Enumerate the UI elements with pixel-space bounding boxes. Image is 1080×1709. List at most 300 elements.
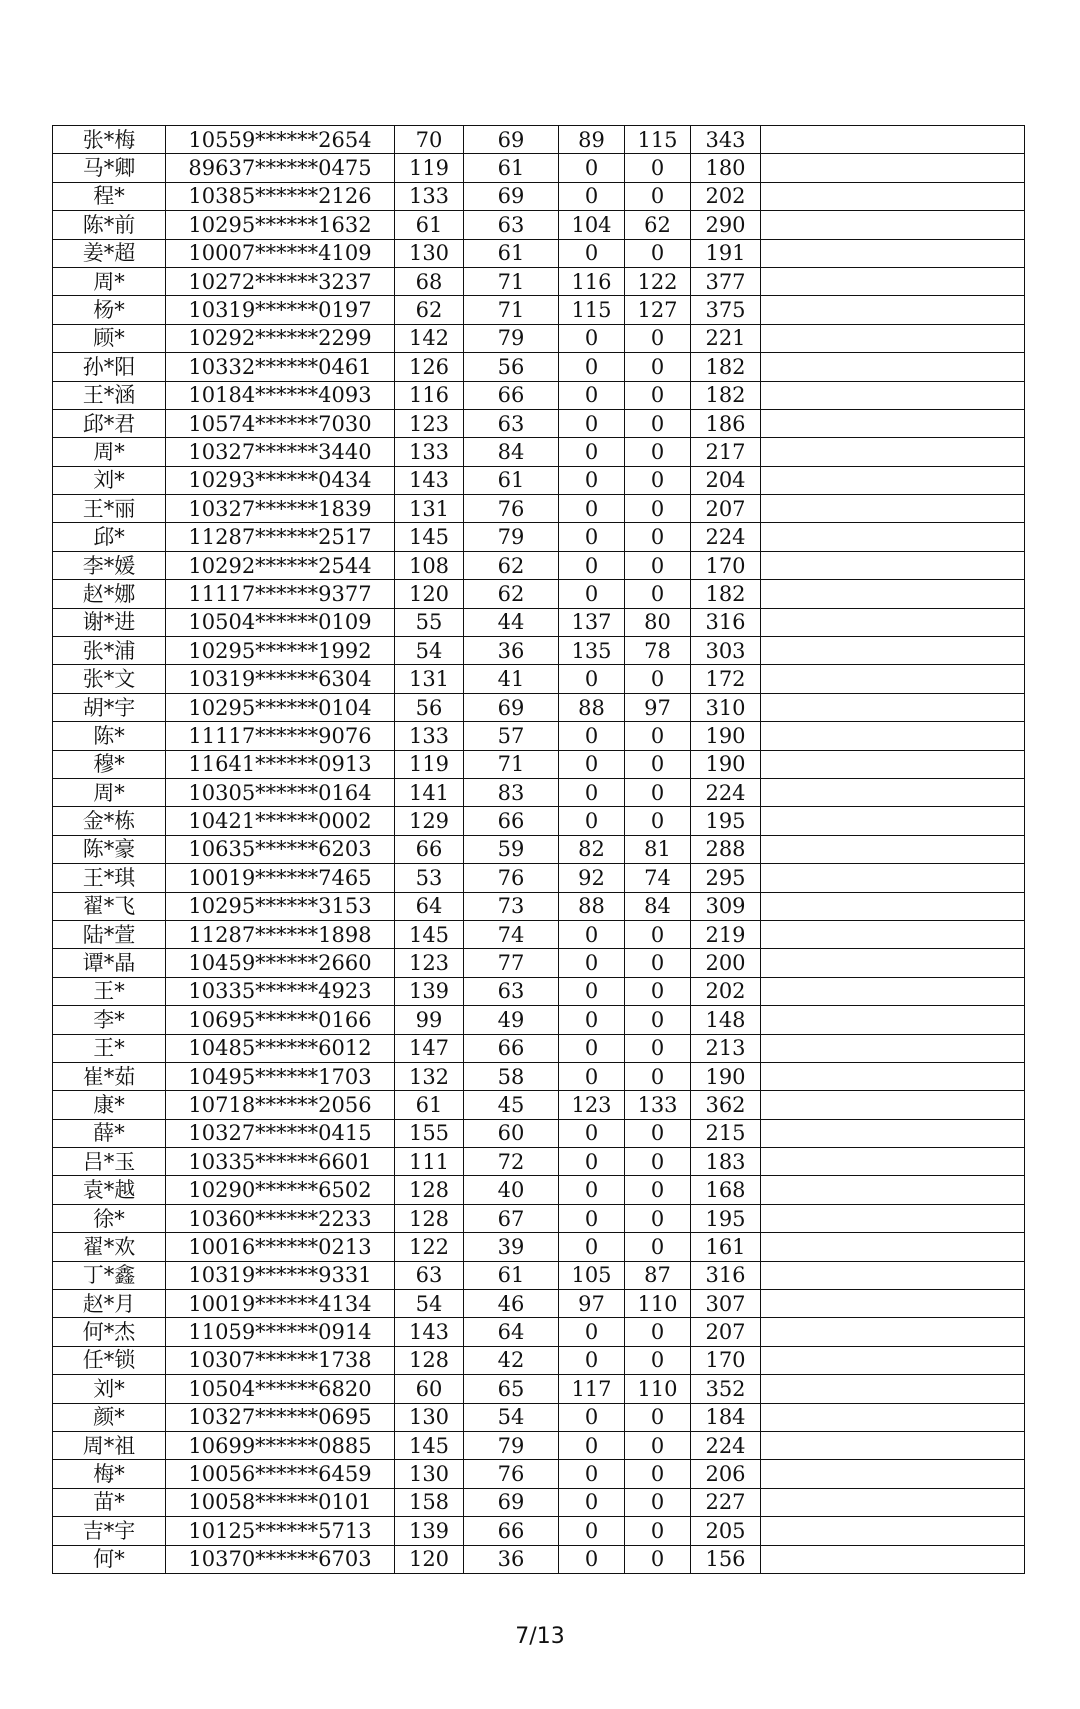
id-cell: 10319******0197	[166, 296, 395, 324]
score3-cell: 0	[559, 722, 625, 750]
table-row	[53, 750, 1025, 778]
score3-cell: 0	[559, 409, 625, 437]
score4-cell: 0	[625, 949, 691, 977]
score1-cell: 130	[395, 1403, 464, 1431]
score2-cell: 65	[464, 1375, 559, 1403]
total-cell: 375	[691, 296, 761, 324]
score2-cell: 58	[464, 1062, 559, 1090]
score1-cell: 128	[395, 1176, 464, 1204]
name-cell: 杨*	[53, 296, 166, 324]
score1-cell: 54	[395, 1290, 464, 1318]
score2-cell: 42	[464, 1346, 559, 1374]
table-row	[53, 807, 1025, 835]
score1-cell: 145	[395, 920, 464, 948]
score1-cell: 120	[395, 1545, 464, 1573]
id-cell: 11117******9377	[166, 580, 395, 608]
score4-cell: 0	[625, 1318, 691, 1346]
id-cell: 10335******6601	[166, 1148, 395, 1176]
table-row	[53, 324, 1025, 352]
id-cell: 10272******3237	[166, 267, 395, 295]
total-cell: 206	[691, 1460, 761, 1488]
name-cell: 刘*	[53, 1375, 166, 1403]
score1-cell: 133	[395, 438, 464, 466]
score2-cell: 56	[464, 353, 559, 381]
note-cell	[761, 353, 1025, 381]
score4-cell: 0	[625, 807, 691, 835]
note-cell	[761, 154, 1025, 182]
score4-cell: 84	[625, 892, 691, 920]
total-cell: 362	[691, 1091, 761, 1119]
total-cell: 156	[691, 1545, 761, 1573]
score3-cell: 88	[559, 693, 625, 721]
score2-cell: 66	[464, 807, 559, 835]
id-cell: 10319******6304	[166, 665, 395, 693]
name-cell: 袁*越	[53, 1176, 166, 1204]
total-cell: 310	[691, 693, 761, 721]
name-cell: 陈*豪	[53, 835, 166, 863]
score3-cell: 0	[559, 1460, 625, 1488]
total-cell: 202	[691, 182, 761, 210]
name-cell: 康*	[53, 1091, 166, 1119]
table-row	[53, 1375, 1025, 1403]
table-row	[53, 892, 1025, 920]
name-cell: 周*	[53, 778, 166, 806]
score3-cell: 0	[559, 1517, 625, 1545]
note-cell	[761, 1062, 1025, 1090]
page-number: 7/13	[515, 1624, 565, 1649]
note-cell	[761, 126, 1025, 154]
score2-cell: 76	[464, 495, 559, 523]
score2-cell: 71	[464, 750, 559, 778]
score3-cell: 0	[559, 438, 625, 466]
score4-cell: 0	[625, 438, 691, 466]
score4-cell: 0	[625, 1517, 691, 1545]
table-row	[53, 1403, 1025, 1431]
table-row	[53, 693, 1025, 721]
total-cell: 290	[691, 211, 761, 239]
name-cell: 翟*欢	[53, 1233, 166, 1261]
note-cell	[761, 551, 1025, 579]
score1-cell: 108	[395, 551, 464, 579]
id-cell: 10292******2299	[166, 324, 395, 352]
id-cell: 10332******0461	[166, 353, 395, 381]
table-row	[53, 1091, 1025, 1119]
score4-cell: 0	[625, 778, 691, 806]
score2-cell: 66	[464, 1517, 559, 1545]
total-cell: 190	[691, 750, 761, 778]
score1-cell: 64	[395, 892, 464, 920]
score1-cell: 130	[395, 239, 464, 267]
table-row	[53, 1488, 1025, 1516]
name-cell: 陈*前	[53, 211, 166, 239]
score4-cell: 0	[625, 381, 691, 409]
score3-cell: 0	[559, 1545, 625, 1573]
score4-cell: 0	[625, 1062, 691, 1090]
total-cell: 186	[691, 409, 761, 437]
table-row	[53, 1148, 1025, 1176]
score2-cell: 63	[464, 409, 559, 437]
note-cell	[761, 1346, 1025, 1374]
score1-cell: 123	[395, 949, 464, 977]
score2-cell: 71	[464, 267, 559, 295]
total-cell: 352	[691, 1375, 761, 1403]
score1-cell: 139	[395, 977, 464, 1005]
score3-cell: 116	[559, 267, 625, 295]
id-cell: 10327******0415	[166, 1119, 395, 1147]
score4-cell: 80	[625, 608, 691, 636]
score2-cell: 69	[464, 1488, 559, 1516]
score3-cell: 0	[559, 778, 625, 806]
id-cell: 11287******2517	[166, 523, 395, 551]
note-cell	[761, 239, 1025, 267]
note-cell	[761, 438, 1025, 466]
id-cell: 10184******4093	[166, 381, 395, 409]
score3-cell: 0	[559, 353, 625, 381]
score1-cell: 119	[395, 154, 464, 182]
score1-cell: 147	[395, 1034, 464, 1062]
id-cell: 10495******1703	[166, 1062, 395, 1090]
score3-cell: 0	[559, 977, 625, 1005]
score1-cell: 131	[395, 665, 464, 693]
name-cell: 陈*	[53, 722, 166, 750]
score4-cell: 0	[625, 580, 691, 608]
score3-cell: 0	[559, 495, 625, 523]
note-cell	[761, 1261, 1025, 1289]
table-row	[53, 409, 1025, 437]
score3-cell: 0	[559, 1204, 625, 1232]
score2-cell: 74	[464, 920, 559, 948]
note-cell	[761, 977, 1025, 1005]
score2-cell: 79	[464, 523, 559, 551]
score2-cell: 72	[464, 1148, 559, 1176]
note-cell	[761, 1460, 1025, 1488]
id-cell: 11059******0914	[166, 1318, 395, 1346]
score1-cell: 61	[395, 1091, 464, 1119]
score3-cell: 0	[559, 1119, 625, 1147]
table-row	[53, 1545, 1025, 1573]
score3-cell: 0	[559, 1233, 625, 1261]
total-cell: 195	[691, 807, 761, 835]
note-cell	[761, 1318, 1025, 1346]
score3-cell: 0	[559, 182, 625, 210]
score3-cell: 0	[559, 154, 625, 182]
score4-cell: 0	[625, 324, 691, 352]
score4-cell: 0	[625, 1460, 691, 1488]
score3-cell: 82	[559, 835, 625, 863]
id-cell: 10056******6459	[166, 1460, 395, 1488]
id-cell: 10295******1992	[166, 637, 395, 665]
score2-cell: 66	[464, 1034, 559, 1062]
table-row	[53, 1204, 1025, 1232]
name-cell: 苗*	[53, 1488, 166, 1516]
score1-cell: 54	[395, 637, 464, 665]
table-row	[53, 523, 1025, 551]
score3-cell: 0	[559, 239, 625, 267]
score2-cell: 62	[464, 551, 559, 579]
note-cell	[761, 864, 1025, 892]
table-row	[53, 296, 1025, 324]
score4-cell: 0	[625, 722, 691, 750]
score4-cell: 0	[625, 466, 691, 494]
table-row	[53, 1261, 1025, 1289]
id-cell: 10016******0213	[166, 1233, 395, 1261]
id-cell: 10295******1632	[166, 211, 395, 239]
name-cell: 吕*玉	[53, 1148, 166, 1176]
note-cell	[761, 892, 1025, 920]
total-cell: 215	[691, 1119, 761, 1147]
score2-cell: 44	[464, 608, 559, 636]
note-cell	[761, 267, 1025, 295]
name-cell: 陆*萱	[53, 920, 166, 948]
total-cell: 182	[691, 580, 761, 608]
note-cell	[761, 1148, 1025, 1176]
score3-cell: 0	[559, 1006, 625, 1034]
total-cell: 170	[691, 551, 761, 579]
score2-cell: 69	[464, 126, 559, 154]
id-cell: 10319******9331	[166, 1261, 395, 1289]
score1-cell: 56	[395, 693, 464, 721]
score1-cell: 119	[395, 750, 464, 778]
id-cell: 10327******1839	[166, 495, 395, 523]
table-row	[53, 1119, 1025, 1147]
name-cell: 胡*宇	[53, 693, 166, 721]
score3-cell: 105	[559, 1261, 625, 1289]
score4-cell: 0	[625, 1176, 691, 1204]
note-cell	[761, 1034, 1025, 1062]
table-row	[53, 949, 1025, 977]
name-cell: 吉*宇	[53, 1517, 166, 1545]
score2-cell: 46	[464, 1290, 559, 1318]
id-cell: 10574******7030	[166, 409, 395, 437]
score4-cell: 0	[625, 1403, 691, 1431]
score3-cell: 0	[559, 324, 625, 352]
score3-cell: 135	[559, 637, 625, 665]
score1-cell: 128	[395, 1204, 464, 1232]
name-cell: 穆*	[53, 750, 166, 778]
name-cell: 丁*鑫	[53, 1261, 166, 1289]
score4-cell: 0	[625, 409, 691, 437]
name-cell: 王*涵	[53, 381, 166, 409]
note-cell	[761, 693, 1025, 721]
note-cell	[761, 1233, 1025, 1261]
table-row	[53, 466, 1025, 494]
note-cell	[761, 807, 1025, 835]
id-cell: 10305******0164	[166, 778, 395, 806]
table-row	[53, 438, 1025, 466]
note-cell	[761, 778, 1025, 806]
name-cell: 周*祖	[53, 1431, 166, 1459]
score3-cell: 0	[559, 750, 625, 778]
name-cell: 邱*君	[53, 409, 166, 437]
score4-cell: 110	[625, 1375, 691, 1403]
score3-cell: 115	[559, 296, 625, 324]
table-row	[53, 1034, 1025, 1062]
total-cell: 191	[691, 239, 761, 267]
total-cell: 170	[691, 1346, 761, 1374]
id-cell: 10327******3440	[166, 438, 395, 466]
id-cell: 10360******2233	[166, 1204, 395, 1232]
total-cell: 307	[691, 1290, 761, 1318]
score2-cell: 49	[464, 1006, 559, 1034]
score4-cell: 0	[625, 1545, 691, 1573]
table-row	[53, 267, 1025, 295]
table-row	[53, 1318, 1025, 1346]
score1-cell: 99	[395, 1006, 464, 1034]
total-cell: 316	[691, 1261, 761, 1289]
table-row	[53, 920, 1025, 948]
table-row	[53, 665, 1025, 693]
name-cell: 王*	[53, 1034, 166, 1062]
id-cell: 10327******0695	[166, 1403, 395, 1431]
name-cell: 薛*	[53, 1119, 166, 1147]
score3-cell: 89	[559, 126, 625, 154]
total-cell: 172	[691, 665, 761, 693]
score3-cell: 0	[559, 949, 625, 977]
score4-cell: 0	[625, 665, 691, 693]
score3-cell: 0	[559, 665, 625, 693]
id-cell: 89637******0475	[166, 154, 395, 182]
total-cell: 200	[691, 949, 761, 977]
score4-cell: 0	[625, 239, 691, 267]
table-row	[53, 495, 1025, 523]
score2-cell: 73	[464, 892, 559, 920]
id-cell: 10485******6012	[166, 1034, 395, 1062]
id-cell: 10019******7465	[166, 864, 395, 892]
id-cell: 10370******6703	[166, 1545, 395, 1573]
table-row	[53, 1346, 1025, 1374]
score4-cell: 0	[625, 1346, 691, 1374]
score4-cell: 0	[625, 1204, 691, 1232]
note-cell	[761, 750, 1025, 778]
score2-cell: 57	[464, 722, 559, 750]
table-row	[53, 211, 1025, 239]
total-cell: 168	[691, 1176, 761, 1204]
total-cell: 303	[691, 637, 761, 665]
total-cell: 182	[691, 353, 761, 381]
score1-cell: 141	[395, 778, 464, 806]
id-cell: 10293******0434	[166, 466, 395, 494]
table-row	[53, 1062, 1025, 1090]
score3-cell: 0	[559, 466, 625, 494]
note-cell	[761, 1091, 1025, 1119]
id-cell: 10421******0002	[166, 807, 395, 835]
name-cell: 张*浦	[53, 637, 166, 665]
score2-cell: 54	[464, 1403, 559, 1431]
id-cell: 11117******9076	[166, 722, 395, 750]
score2-cell: 61	[464, 239, 559, 267]
score4-cell: 87	[625, 1261, 691, 1289]
id-cell: 10459******2660	[166, 949, 395, 977]
score2-cell: 45	[464, 1091, 559, 1119]
score1-cell: 158	[395, 1488, 464, 1516]
score1-cell: 123	[395, 409, 464, 437]
table-row	[53, 1233, 1025, 1261]
note-cell	[761, 580, 1025, 608]
note-cell	[761, 523, 1025, 551]
table-row	[53, 1176, 1025, 1204]
score3-cell: 137	[559, 608, 625, 636]
score4-cell: 122	[625, 267, 691, 295]
score4-cell: 0	[625, 920, 691, 948]
table-row	[53, 381, 1025, 409]
score4-cell: 0	[625, 523, 691, 551]
name-cell: 张*梅	[53, 126, 166, 154]
score4-cell: 0	[625, 750, 691, 778]
table-row	[53, 1431, 1025, 1459]
id-cell: 10335******4923	[166, 977, 395, 1005]
note-cell	[761, 409, 1025, 437]
id-cell: 10635******6203	[166, 835, 395, 863]
note-cell	[761, 381, 1025, 409]
score1-cell: 120	[395, 580, 464, 608]
score2-cell: 77	[464, 949, 559, 977]
id-cell: 10007******4109	[166, 239, 395, 267]
name-cell: 孙*阳	[53, 353, 166, 381]
name-cell: 谭*晶	[53, 949, 166, 977]
note-cell	[761, 1006, 1025, 1034]
score1-cell: 122	[395, 1233, 464, 1261]
total-cell: 183	[691, 1148, 761, 1176]
score2-cell: 40	[464, 1176, 559, 1204]
total-cell: 377	[691, 267, 761, 295]
name-cell: 姜*超	[53, 239, 166, 267]
table-row	[53, 1006, 1025, 1034]
note-cell	[761, 1290, 1025, 1318]
score3-cell: 88	[559, 892, 625, 920]
score1-cell: 145	[395, 523, 464, 551]
total-cell: 207	[691, 495, 761, 523]
score2-cell: 64	[464, 1318, 559, 1346]
id-cell: 10504******0109	[166, 608, 395, 636]
score4-cell: 0	[625, 1233, 691, 1261]
score4-cell: 127	[625, 296, 691, 324]
score3-cell: 0	[559, 580, 625, 608]
score1-cell: 55	[395, 608, 464, 636]
score4-cell: 0	[625, 1431, 691, 1459]
note-cell	[761, 1488, 1025, 1516]
table-row	[53, 239, 1025, 267]
score1-cell: 155	[395, 1119, 464, 1147]
id-cell: 10295******3153	[166, 892, 395, 920]
score4-cell: 0	[625, 551, 691, 579]
total-cell: 343	[691, 126, 761, 154]
score4-cell: 0	[625, 1006, 691, 1034]
score3-cell: 0	[559, 381, 625, 409]
score3-cell: 0	[559, 1346, 625, 1374]
score2-cell: 76	[464, 1460, 559, 1488]
table-row	[53, 722, 1025, 750]
score3-cell: 97	[559, 1290, 625, 1318]
table-row	[53, 1517, 1025, 1545]
id-cell: 10307******1738	[166, 1346, 395, 1374]
table-row	[53, 1290, 1025, 1318]
score1-cell: 142	[395, 324, 464, 352]
total-cell: 288	[691, 835, 761, 863]
table-row	[53, 154, 1025, 182]
score4-cell: 0	[625, 495, 691, 523]
name-cell: 程*	[53, 182, 166, 210]
score3-cell: 0	[559, 1431, 625, 1459]
score1-cell: 111	[395, 1148, 464, 1176]
score2-cell: 41	[464, 665, 559, 693]
total-cell: 221	[691, 324, 761, 352]
score1-cell: 129	[395, 807, 464, 835]
total-cell: 224	[691, 1431, 761, 1459]
total-cell: 180	[691, 154, 761, 182]
score2-cell: 83	[464, 778, 559, 806]
total-cell: 219	[691, 920, 761, 948]
total-cell: 224	[691, 523, 761, 551]
